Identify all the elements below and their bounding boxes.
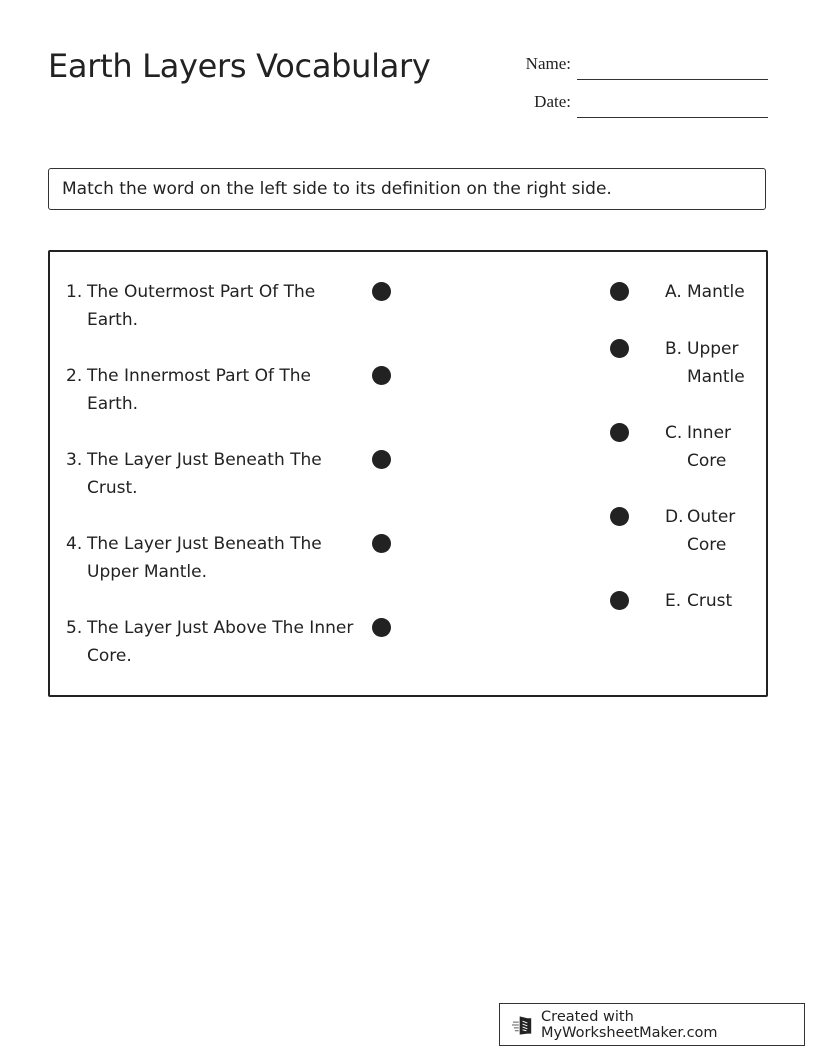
answer-item (665, 278, 765, 306)
date-label: Date: (534, 92, 571, 111)
footer-credit[interactable] (499, 1003, 805, 1046)
question-number: 2. (66, 366, 83, 386)
name-label: Name: (525, 54, 571, 73)
answer-letter: B. (665, 339, 683, 359)
question-text: The Outermost Part Of The Earth. (87, 282, 316, 330)
question-number: 5. (66, 618, 83, 638)
answer-match-dot[interactable] (610, 282, 629, 301)
answer-match-dot[interactable] (610, 507, 629, 526)
answer-letter: A. (665, 282, 682, 302)
page-title: Earth Layers Vocabulary (48, 47, 431, 85)
answer-letter: C. (665, 423, 683, 443)
question-number: 1. (66, 282, 83, 302)
answer-item (665, 587, 765, 615)
answer-letter: D. (665, 507, 684, 527)
answer-match-dot[interactable] (610, 423, 629, 442)
question-item (66, 614, 366, 670)
question-text: The Innermost Part Of The Earth. (87, 366, 311, 414)
date-field (509, 92, 768, 112)
question-match-dot[interactable] (372, 282, 391, 301)
answer-letter: E. (665, 591, 682, 611)
answer-match-dot[interactable] (610, 339, 629, 358)
answer-text: Inner Core (687, 423, 732, 471)
question-match-dot[interactable] (372, 366, 391, 385)
footer-text: Created with MyWorksheetMaker.com (541, 1008, 718, 1041)
date-input-line[interactable] (577, 116, 768, 118)
question-item (66, 446, 366, 502)
question-match-dot[interactable] (372, 534, 391, 553)
question-text: The Layer Just Above The Inner Core. (87, 618, 354, 666)
question-match-dot[interactable] (372, 450, 391, 469)
answer-text: Mantle (687, 282, 745, 302)
answer-text: Crust (687, 591, 733, 611)
question-item (66, 362, 366, 418)
answer-item (665, 335, 765, 391)
question-number: 3. (66, 450, 83, 470)
worksheet-maker-logo-icon (512, 1013, 535, 1037)
question-text: The Layer Just Beneath The Crust. (87, 450, 322, 498)
question-number: 4. (66, 534, 83, 554)
name-input-line[interactable] (577, 78, 768, 80)
name-field (509, 54, 768, 74)
answer-text: Upper Mantle (687, 339, 745, 387)
answer-text: Outer Core (687, 507, 736, 555)
answer-match-dot[interactable] (610, 591, 629, 610)
question-match-dot[interactable] (372, 618, 391, 637)
instructions-box: Match the word on the left side to its definition on the right side. (48, 168, 766, 210)
question-text: The Layer Just Beneath The Upper Mantle. (87, 534, 322, 582)
answer-item (665, 503, 765, 559)
matching-area (48, 250, 768, 697)
question-item (66, 278, 366, 334)
answer-item (665, 419, 765, 475)
question-item (66, 530, 366, 586)
